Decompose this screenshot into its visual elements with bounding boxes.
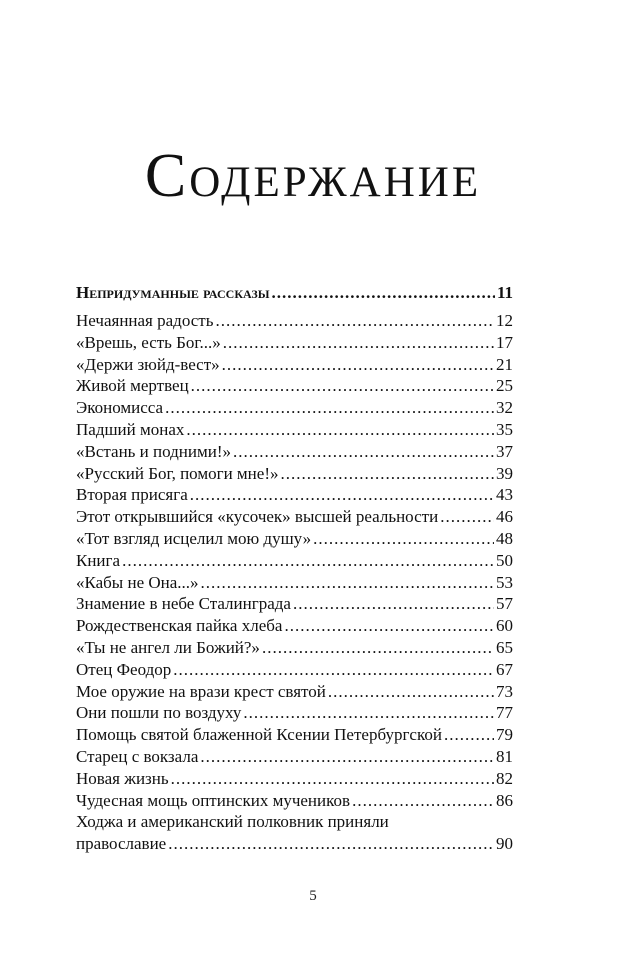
toc-entry <box>76 332 513 354</box>
entry-page-number: 37 <box>496 441 513 461</box>
entry-page-number: 65 <box>496 637 513 657</box>
entry-title: «Кабы не Она...» <box>76 572 199 592</box>
entry-title: «Врешь, есть Бог...» <box>76 332 221 352</box>
dot-leader <box>284 615 494 637</box>
entry-title: Старец с вокзала <box>76 746 199 766</box>
entry-page-number: 73 <box>496 681 513 701</box>
entry-title: Нечаянная радость <box>76 311 214 330</box>
dot-leader <box>444 724 494 746</box>
entry-title: Падший монах <box>76 419 185 439</box>
dot-leader <box>328 681 494 703</box>
dot-leader <box>280 463 494 485</box>
entry-title: «Русский Бог, помоги мне!» <box>76 463 279 483</box>
entry-page-number: 86 <box>496 790 513 810</box>
entry-page-number: 32 <box>496 398 513 418</box>
entry-page-number: 12 <box>496 311 513 330</box>
toc-entry <box>76 310 513 332</box>
toc-entry <box>76 528 513 550</box>
entry-title: Отец Феодор <box>76 659 172 679</box>
entry-page-number: 25 <box>496 376 513 396</box>
entry-title-line-2-row <box>76 833 513 855</box>
entry-page-number: 60 <box>496 616 513 636</box>
entry-title: Чудесная мощь оптинских мучеников <box>76 790 351 810</box>
entry-page-number: 17 <box>496 332 513 352</box>
dot-leader <box>352 790 494 812</box>
entry-page-number: 81 <box>496 746 513 766</box>
toc-entry <box>76 637 513 659</box>
dot-leader <box>186 419 494 441</box>
section-page-number: 11 <box>496 283 513 302</box>
entry-page-number: 50 <box>496 550 513 570</box>
toc-entry-multiline <box>76 811 513 855</box>
entry-page-number: 79 <box>496 725 513 745</box>
toc-entry <box>76 441 513 463</box>
entry-page-number: 39 <box>496 463 513 483</box>
dot-leader <box>223 332 494 354</box>
dot-leader <box>440 506 494 528</box>
dot-leader <box>215 310 494 332</box>
entry-page-number: 53 <box>496 572 513 592</box>
dot-leader <box>165 397 494 419</box>
entry-title-line-2: православие <box>76 834 167 854</box>
toc-section-heading <box>76 282 513 304</box>
page-number: 5 <box>309 888 317 904</box>
dot-leader <box>243 702 494 724</box>
dot-leader <box>272 282 495 304</box>
toc-entry <box>76 354 513 376</box>
entry-title: Мое оружие на врази крест святой <box>76 681 326 701</box>
toc-entry <box>76 572 513 594</box>
entry-title: «Встань и подними!» <box>76 441 231 461</box>
entry-title: Живой мертвец <box>76 376 189 396</box>
toc-entry <box>76 593 513 615</box>
toc-entry <box>76 746 513 768</box>
entry-title-line-1: Ходжа и американский полковник приняли <box>76 812 389 832</box>
dot-leader <box>190 484 494 506</box>
entry-page-number: 48 <box>496 528 513 548</box>
toc-entry <box>76 506 513 528</box>
dot-leader <box>201 572 494 594</box>
toc-entry <box>76 702 513 724</box>
dot-leader <box>200 746 494 768</box>
dot-leader <box>293 593 494 615</box>
entry-title: «Тот взгляд исцелил мою душу» <box>76 528 312 548</box>
entry-page-number: 82 <box>496 768 513 788</box>
entry-page-number: 21 <box>496 354 513 374</box>
dot-leader <box>222 354 494 376</box>
entry-title: Этот открывшийся «кусочек» высшей реальности <box>76 507 439 527</box>
toc-entry <box>76 419 513 441</box>
toc-entry <box>76 659 513 681</box>
entry-page-number: 67 <box>496 659 513 679</box>
toc-entry <box>76 790 513 812</box>
page-title: Содержание <box>144 142 482 210</box>
toc-entry <box>76 724 513 746</box>
entry-title: Знамение в небе Сталинграда <box>76 594 291 614</box>
dot-leader <box>313 528 494 550</box>
entry-page-number: 57 <box>496 594 513 614</box>
entry-title: Рождественская пайка хлеба <box>76 616 283 636</box>
entry-title: «Ты не ангел ли Божий?» <box>76 637 260 657</box>
entry-title: Новая жизнь <box>76 768 169 788</box>
entry-page-number: 43 <box>496 485 513 505</box>
toc-entries <box>76 310 513 855</box>
entry-page-number: 46 <box>496 507 513 527</box>
entry-title: Вторая присяга <box>76 485 188 505</box>
entry-title: «Держи зюйд-вест» <box>76 354 220 374</box>
toc-entry <box>76 681 513 703</box>
dot-leader <box>191 375 494 397</box>
entry-page-number: 35 <box>496 419 513 439</box>
toc-entry <box>76 463 513 485</box>
toc-entry <box>76 484 513 506</box>
toc-entry <box>76 615 513 637</box>
entry-title: Книга <box>76 550 121 570</box>
dot-leader <box>233 441 494 463</box>
entry-title: Помощь святой блаженной Ксении Петербургской <box>76 725 442 745</box>
table-of-contents <box>76 282 513 855</box>
toc-entry <box>76 768 513 790</box>
toc-entry <box>76 375 513 397</box>
dot-leader <box>122 550 494 572</box>
entry-page-number: 90 <box>496 834 513 854</box>
section-label: Непридуманные рассказы <box>76 283 270 302</box>
dot-leader <box>262 637 494 659</box>
entry-title: Они пошли по воздуху <box>76 703 242 723</box>
toc-entry <box>76 397 513 419</box>
toc-entry <box>76 550 513 572</box>
entry-page-number: 77 <box>496 703 513 723</box>
dot-leader <box>171 768 494 790</box>
dot-leader <box>168 833 494 855</box>
entry-title: Экономисса <box>76 398 164 418</box>
dot-leader <box>173 659 494 681</box>
